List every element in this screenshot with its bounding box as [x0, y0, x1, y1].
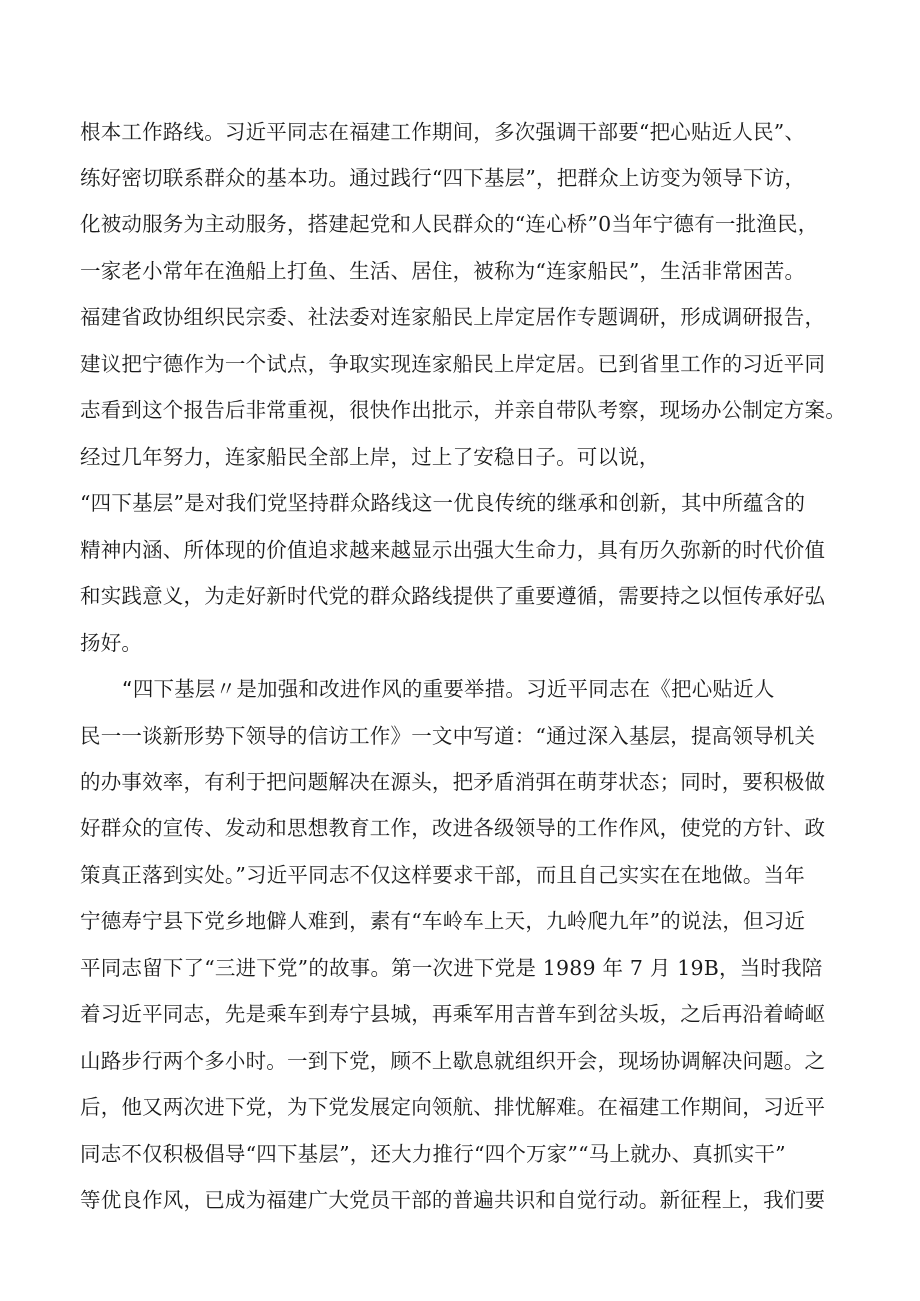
body-text-line: 同志不仅积极倡导“四下基层”，还大力推行“四个万家”“马上就办、真抓实干”: [80, 1142, 786, 1166]
body-text-line: 和实践意义，为走好新时代党的群众路线提供了重要遵循，需要持之以恒传承好弘: [80, 584, 826, 608]
body-text-line: 策真正落到实处。”习近平同志不仅这样要求干部，而且自己实实在在地做。当年: [80, 863, 805, 887]
body-text-line: 精神内涵、所体现的价值追求越来越显示出强大生命力，具有历久弥新的时代价值: [80, 538, 826, 562]
body-text-line: 经过几年努力，连家船民全部上岸，过上了安稳日子。可以说，: [80, 445, 660, 469]
body-text-line: 根本工作路线。习近平同志在福建工作期间，多次强调干部要“把心贴近人民”、: [80, 120, 806, 144]
body-text-line: 一家老小常年在渔船上打鱼、生活、居住，被称为“连家船民”，生活非常困苦。: [80, 259, 806, 283]
body-text-line: 的办事效率，有利于把问题解决在源头，把矛盾消弭在萌芽状态；同时，要积极做: [80, 770, 826, 794]
body-text-line: 扬好。: [80, 631, 143, 655]
body-text-line: 等优良作风，已成为福建广大党员干部的普遍共识和自觉行动。新征程上，我们要: [80, 1188, 826, 1212]
body-text-line: 民一一谈新形势下领导的信访工作》一文中写道：“通过深入基层，提高领导机关: [80, 724, 816, 748]
body-text-line: 化被动服务为主动服务，搭建起党和人民群众的“连心桥”0当年宁德有一批渔民，: [80, 212, 819, 236]
body-text-line: 宁德寿宁县下党乡地僻人难到，素有“车岭车上天，九岭爬九年”的说法，但习近: [80, 909, 806, 933]
body-text-line: 着习近平同志，先是乘车到寿宁县城，再乘军用吉普车到岔头坂，之后再沿着崎岖: [80, 1002, 826, 1026]
body-text-line: 练好密切联系群众的基本功。通过践行“四下基层”，把群众上访变为领导下访，: [80, 166, 806, 190]
body-text-line: 志看到这个报告后非常重视，很快作出批示，并亲自带队考察，现场办公制定方案。: [80, 398, 846, 422]
body-text-line: “四下基层”是对我们党坚持群众路线这一优良传统的继承和创新，其中所蕴含的: [80, 491, 806, 515]
paragraph-lead-line: “四下基层〃是加强和改进作风的重要举措。习近平同志在《把心贴近人: [122, 677, 775, 701]
body-text-line: 好群众的宣传、发动和思想教育工作，改进各级领导的工作作风，使党的方针、政: [80, 816, 826, 840]
body-text-line: 福建省政协组织民宗委、社法委对连家船民上岸定居作专题调研，形成调研报告，: [80, 305, 826, 329]
body-text-line: 平同志留下了“三进下党”的故事。第一次进下党是 1989 年 7 月 19B，当时我陪: [80, 956, 823, 980]
body-text-line: 建议把宁德作为一个试点，争取实现连家船民上岸定居。已到省里工作的习近平同: [80, 352, 826, 376]
body-text-line: 山路步行两个多小时。一到下党，顾不上歇息就组织开会，现场协调解决问题。之: [80, 1049, 826, 1073]
body-text-line: 后，他又两次进下党，为下党发展定向领航、排忧解难。在福建工作期间，习近平: [80, 1095, 826, 1119]
